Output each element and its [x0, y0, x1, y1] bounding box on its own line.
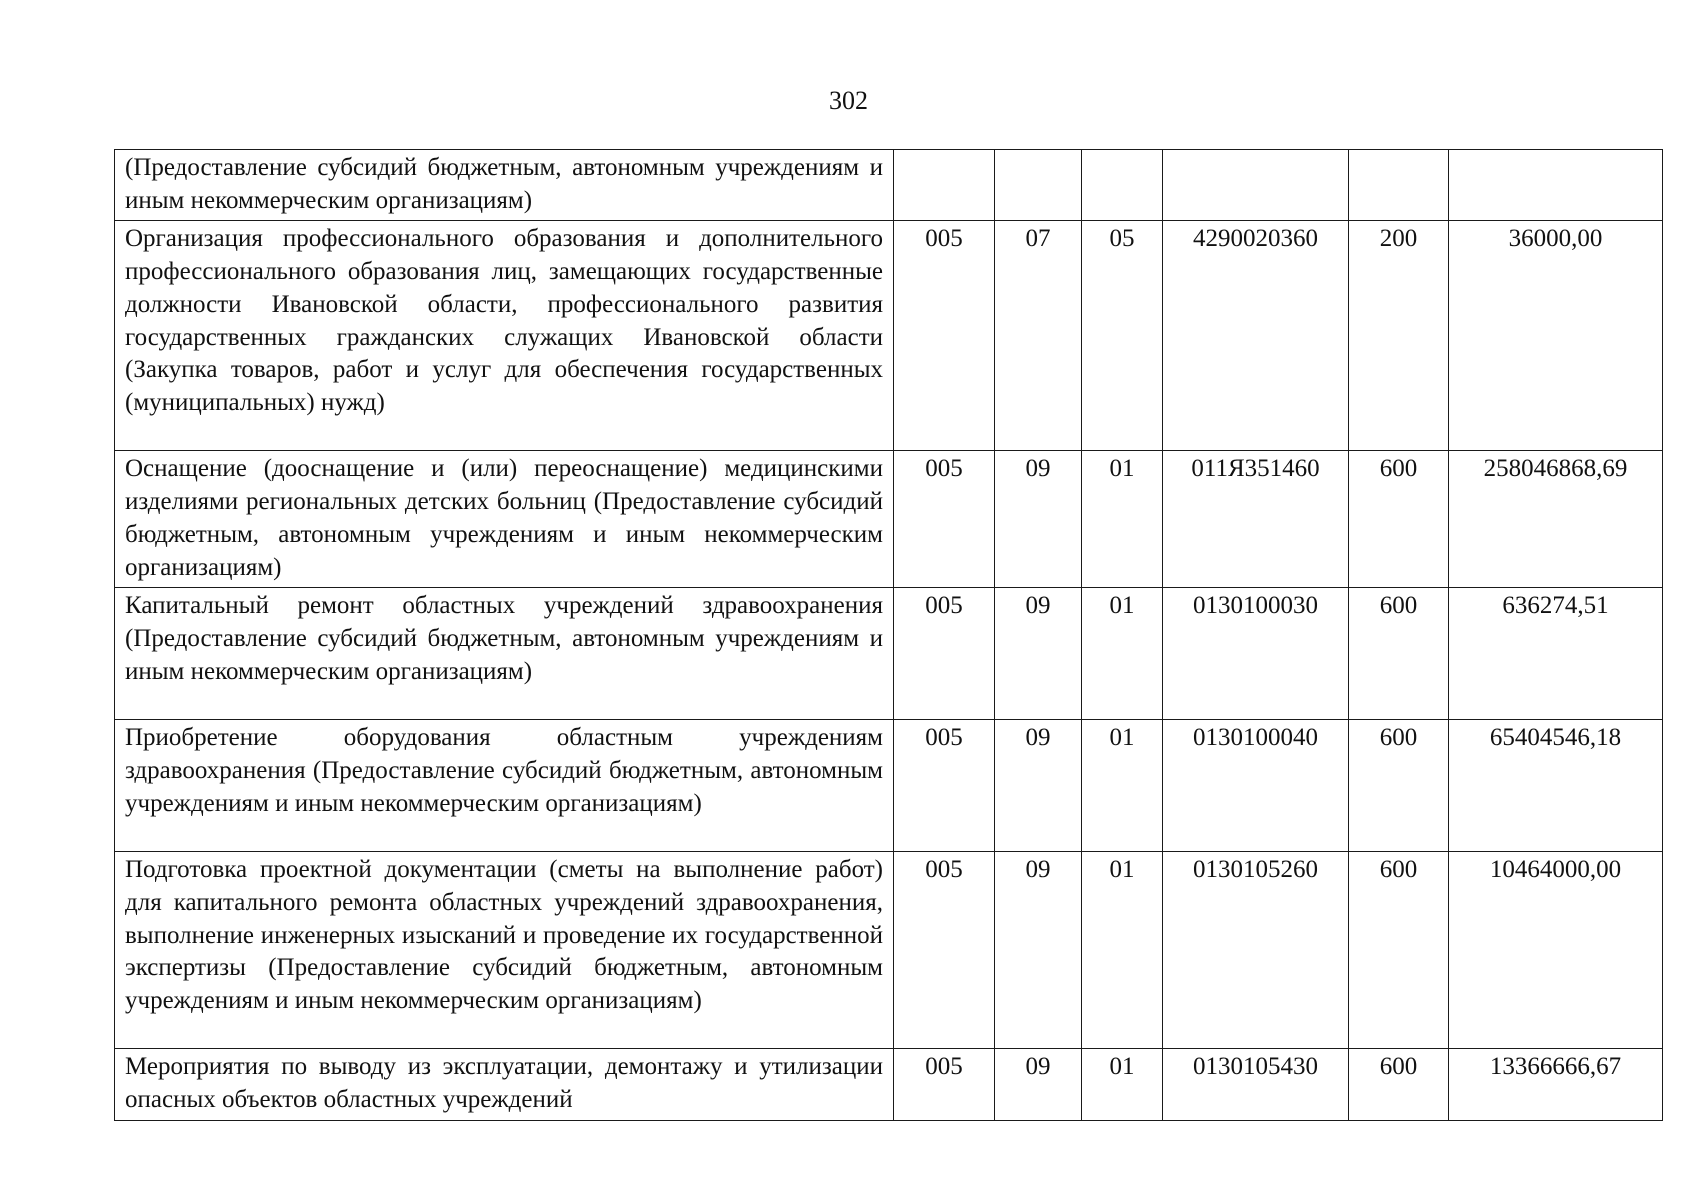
ministry-code-cell: 005	[894, 451, 995, 588]
expense-type-cell: 600	[1349, 451, 1449, 588]
expense-type-cell: 600	[1349, 588, 1449, 720]
target-article-cell	[1163, 150, 1349, 221]
section-code-cell: 09	[995, 852, 1082, 1049]
table-row	[115, 150, 1663, 221]
table-row	[115, 852, 1663, 1049]
amount-cell: 636274,51	[1449, 588, 1663, 720]
expense-type-cell: 600	[1349, 720, 1449, 852]
subsection-code-cell: 01	[1082, 1049, 1163, 1120]
target-article-cell: 011Я351460	[1163, 451, 1349, 588]
row-description: Подготовка проектной документации (сметы на выполнение работ) для капитального ремонта областных учреждений здравоохранения, выполнение инженерных изысканий и проведение их государственной экспертизы (Предоставление субсидий бюджетным, автономным учреждениям и иным некоммерческим организациям)	[115, 852, 894, 1049]
section-code-cell: 09	[995, 588, 1082, 720]
amount-cell: 10464000,00	[1449, 852, 1663, 1049]
subsection-code-cell: 05	[1082, 221, 1163, 451]
ministry-code-cell: 005	[894, 588, 995, 720]
row-description: Приобретение оборудования областным учреждениям здравоохранения (Предоставление субсидий бюджетным, автономным учреждениям и иным некоммерческим организациям)	[115, 720, 894, 852]
table-row	[115, 1049, 1663, 1120]
target-article-cell: 0130100040	[1163, 720, 1349, 852]
section-code-cell: 09	[995, 720, 1082, 852]
row-description: Капитальный ремонт областных учреждений здравоохранения (Предоставление субсидий бюджетным, автономным учреждениям и иным некоммерческим организациям)	[115, 588, 894, 720]
target-article-cell: 0130105430	[1163, 1049, 1349, 1120]
row-description: Мероприятия по выводу из эксплуатации, демонтажу и утилизации опасных объектов областных учреждений	[115, 1049, 894, 1120]
expense-type-cell: 600	[1349, 1049, 1449, 1120]
budget-table	[114, 149, 1663, 1121]
amount-cell: 258046868,69	[1449, 451, 1663, 588]
ministry-code-cell	[894, 150, 995, 221]
ministry-code-cell: 005	[894, 852, 995, 1049]
ministry-code-cell: 005	[894, 221, 995, 451]
table-row	[115, 451, 1663, 588]
target-article-cell: 0130105260	[1163, 852, 1349, 1049]
section-code-cell: 07	[995, 221, 1082, 451]
target-article-cell: 4290020360	[1163, 221, 1349, 451]
ministry-code-cell: 005	[894, 720, 995, 852]
row-description: Оснащение (дооснащение и (или) переоснащение) медицинскими изделиями региональных детских больниц (Предоставление субсидий бюджетным, автономным учреждениям и иным некоммерческим организациям)	[115, 451, 894, 588]
target-article-cell: 0130100030	[1163, 588, 1349, 720]
page-number: 302	[829, 86, 868, 115]
section-code-cell: 09	[995, 1049, 1082, 1120]
subsection-code-cell: 01	[1082, 852, 1163, 1049]
row-description: (Предоставление субсидий бюджетным, автономным учреждениям и иным некоммерческим организациям)	[115, 150, 894, 221]
row-description: Организация профессионального образования и дополнительного профессионального образования лиц, замещающих государственные должности Ивановской области, профессионального развития государственных гражданских служащих Ивановской области (Закупка товаров, работ и услуг для обеспечения государственных (муниципальных) нужд)	[115, 221, 894, 451]
table-row	[115, 588, 1663, 720]
section-code-cell: 09	[995, 451, 1082, 588]
subsection-code-cell: 01	[1082, 720, 1163, 852]
subsection-code-cell: 01	[1082, 588, 1163, 720]
table-row	[115, 720, 1663, 852]
expense-type-cell: 200	[1349, 221, 1449, 451]
amount-cell: 13366666,67	[1449, 1049, 1663, 1120]
expense-type-cell	[1349, 150, 1449, 221]
ministry-code-cell: 005	[894, 1049, 995, 1120]
subsection-code-cell	[1082, 150, 1163, 221]
amount-cell	[1449, 150, 1663, 221]
amount-cell: 36000,00	[1449, 221, 1663, 451]
subsection-code-cell: 01	[1082, 451, 1163, 588]
section-code-cell	[995, 150, 1082, 221]
expense-type-cell: 600	[1349, 852, 1449, 1049]
amount-cell: 65404546,18	[1449, 720, 1663, 852]
table-row	[115, 221, 1663, 451]
